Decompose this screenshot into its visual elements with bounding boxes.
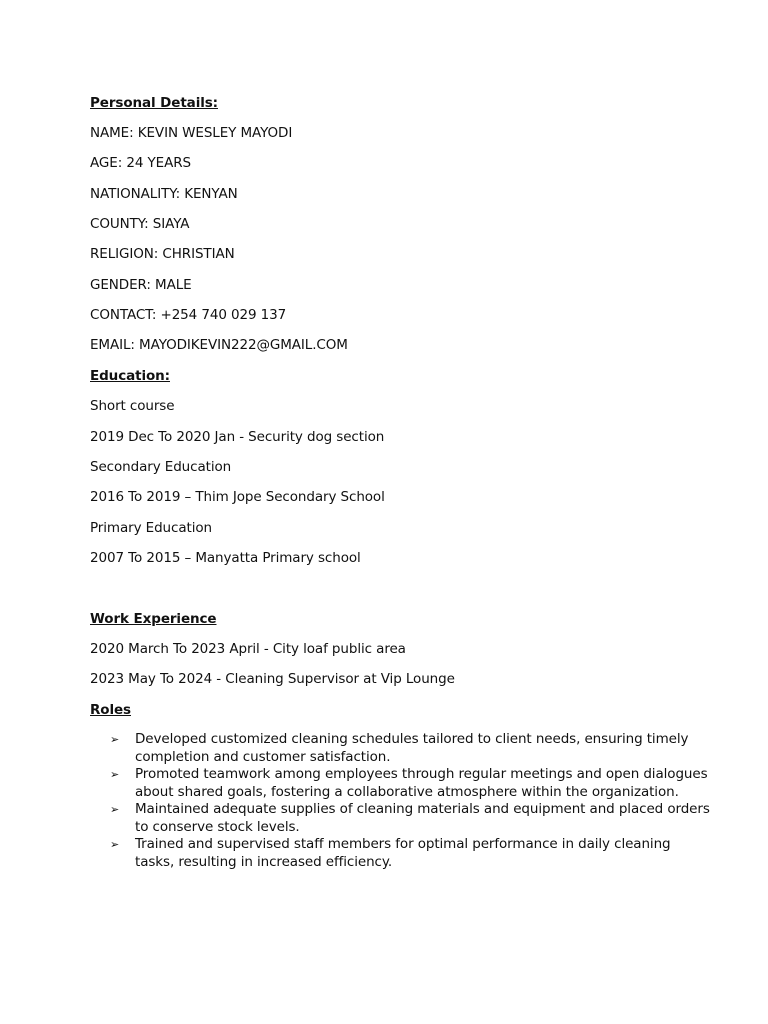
list-item (110, 836, 710, 871)
education-line: Primary Education (90, 520, 212, 536)
county-line: COUNTY: SIAYA (90, 216, 190, 232)
education-line: 2019 Dec To 2020 Jan - Security dog section (90, 429, 385, 445)
list-item (110, 801, 710, 836)
roles-heading: Roles (90, 702, 131, 718)
work-line: 2020 March To 2023 April - City loaf public area (90, 641, 406, 657)
arrowhead-bullet-icon: ➢ (110, 838, 120, 851)
name-line: NAME: KEVIN WESLEY MAYODI (90, 125, 293, 141)
nationality-line: NATIONALITY: KENYAN (90, 186, 238, 202)
work-line: 2023 May To 2024 - Cleaning Supervisor at Vip Lounge (90, 671, 455, 687)
arrowhead-bullet-icon: ➢ (110, 733, 120, 746)
role-text: Maintained adequate supplies of cleaning materials and equipment and placed orders to conserve stock levels. (135, 801, 710, 835)
education-line: Short course (90, 398, 175, 414)
education-heading: Education: (90, 368, 170, 384)
contact-line: CONTACT: +254 740 029 137 (90, 307, 287, 323)
education-line: 2007 To 2015 – Manyatta Primary school (90, 550, 361, 566)
email-line: EMAIL: MAYODIKEVIN222@GMAIL.COM (90, 337, 348, 353)
religion-line: RELIGION: CHRISTIAN (90, 246, 235, 262)
personal-details-heading: Personal Details: (90, 95, 218, 111)
gender-line: GENDER: MALE (90, 277, 192, 293)
work-experience-heading: Work Experience (90, 611, 217, 627)
arrowhead-bullet-icon: ➢ (110, 803, 120, 816)
education-line: 2016 To 2019 – Thim Jope Secondary School (90, 489, 385, 505)
roles-list (110, 731, 710, 871)
arrowhead-bullet-icon: ➢ (110, 768, 120, 781)
list-item (110, 766, 710, 801)
role-text: Trained and supervised staff members for optimal performance in daily cleaning tasks, resulting in increased efficiency. (135, 836, 671, 870)
education-line: Secondary Education (90, 459, 232, 475)
list-item (110, 731, 710, 766)
role-text: Promoted teamwork among employees through regular meetings and open dialogues about shared goals, fostering a collaborative atmosphere within the organization. (135, 766, 708, 800)
role-text: Developed customized cleaning schedules tailored to client needs, ensuring timely completion and customer satisfaction. (135, 731, 689, 765)
age-line: AGE: 24 YEARS (90, 155, 191, 171)
